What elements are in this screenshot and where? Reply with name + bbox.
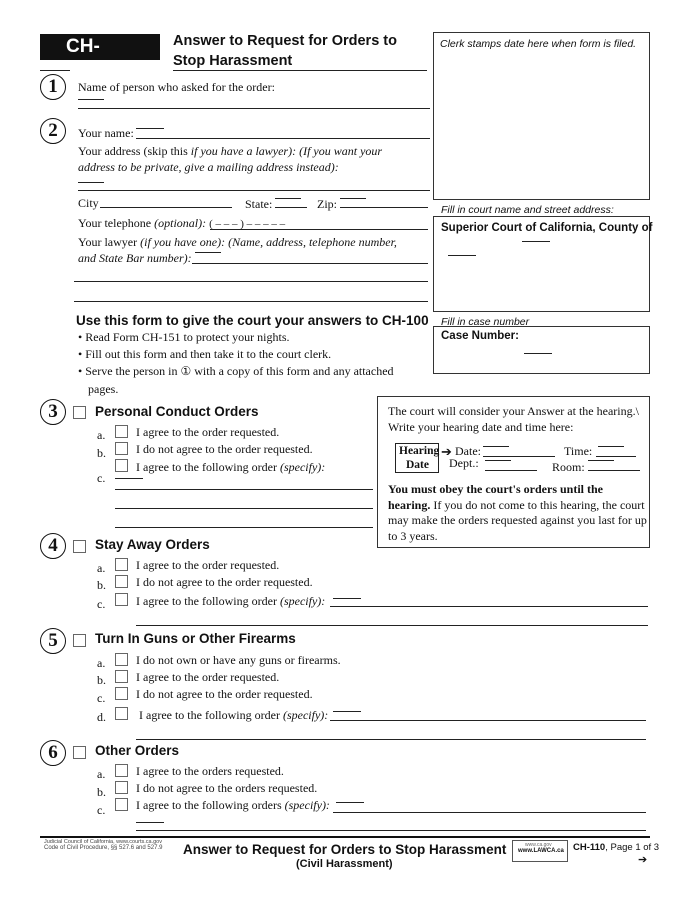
state-field[interactable] — [275, 207, 307, 208]
section-4-option-b-checkbox[interactable] — [115, 575, 128, 588]
section-6-letter-c: c. — [97, 803, 106, 817]
address-blank-short — [78, 182, 104, 183]
hearing-dept-label: Dept.: — [449, 456, 479, 470]
section-6-option-b: I do not agree to the orders requested. — [136, 781, 318, 795]
section-5-letter-d: d. — [97, 710, 106, 724]
section-4-option-a-checkbox[interactable] — [115, 558, 128, 571]
section-6-option-b-checkbox[interactable] — [115, 781, 128, 794]
section-5-d-blank-short — [333, 711, 361, 712]
footer-rule — [40, 836, 650, 838]
section-4-option-c-specify: (specify): — [279, 594, 326, 608]
case-number-box[interactable] — [433, 326, 650, 374]
section-5-option-c: I do not agree to the order requested. — [136, 687, 313, 701]
footer-title: Answer to Request for Orders to Stop Harassment — [183, 842, 507, 857]
city-label: City — [78, 196, 99, 210]
form-title-line1: Answer to Request for Orders to — [173, 33, 397, 49]
section-1-blank-short — [78, 99, 104, 100]
footer-subtitle: (Civil Harassment) — [296, 858, 393, 870]
hearing-box — [377, 396, 650, 548]
court-name: Superior Court of California, County of — [441, 222, 653, 234]
section-1-label: Name of person who asked for the order: — [78, 80, 275, 94]
hearing-date-label: Date: — [455, 444, 481, 458]
lawyer-note-a: (if you have one): (Name, address, telephone number, — [140, 235, 397, 249]
section-3-specify-field-2[interactable] — [115, 508, 373, 509]
section-3-specify-field-1[interactable] — [115, 489, 373, 490]
section-4-number: 4 — [40, 533, 66, 559]
section-3-option-c-specify: (specify): — [279, 460, 326, 474]
section-4-option-a: I agree to the order requested. — [136, 558, 280, 572]
footer-left-line2: Code of Civil Procedure, §§ 527.6 and 527.9 — [44, 845, 163, 851]
section-5-option-a-checkbox[interactable] — [115, 653, 128, 666]
section-3-number: 3 — [40, 399, 66, 425]
footer-form-id: CH-110 — [573, 842, 606, 853]
section-6-c-blank-short — [336, 802, 364, 803]
footer-page-number: , Page 1 of 3 — [605, 842, 660, 853]
hearing-dept-field[interactable] — [485, 470, 537, 471]
section-3-option-b: I do not agree to the order requested. — [136, 442, 313, 456]
section-6-letter-a: a. — [97, 767, 106, 781]
zip-blank-short — [340, 198, 366, 199]
court-name-box[interactable] — [433, 216, 653, 312]
case-number-note: Fill in case number — [441, 316, 530, 328]
section-6-option-c — [136, 798, 330, 813]
lawyer-field-3[interactable] — [74, 301, 428, 302]
section-5-option-d-checkbox[interactable] — [115, 707, 128, 720]
hearing-dept-blank — [485, 460, 511, 461]
case-number-label: Case Number: — [441, 330, 519, 342]
section-5-option-d — [139, 708, 328, 723]
section-6-specify-field-2[interactable] — [136, 830, 646, 831]
section-5-option-b: I agree to the order requested. — [136, 670, 280, 684]
section-2-number: 2 — [40, 118, 66, 144]
section-3-letter-a: a. — [97, 428, 106, 442]
telephone-label-text: Your telephone — [78, 216, 155, 230]
hearing-room-blank — [588, 460, 614, 461]
section-3-option-b-checkbox[interactable] — [115, 442, 128, 455]
court-name-label: Fill in court name and street address: — [441, 204, 614, 216]
telephone-field[interactable] — [210, 229, 428, 230]
section-5-number: 5 — [40, 628, 66, 654]
section-6-option-c-specify: (specify): — [284, 798, 330, 812]
telephone-optional: (optional): — [154, 216, 207, 230]
your-name-blank-short — [136, 128, 164, 129]
lawyer-field-1[interactable] — [192, 263, 428, 264]
your-name-label: Your name: — [78, 126, 134, 140]
section-6-checkbox[interactable] — [73, 746, 86, 759]
footer-left-line1: Judicial Council of California, www.courts.ca.gov — [44, 839, 162, 845]
section-5-letter-a: a. — [97, 656, 106, 670]
section-6-option-c-text: I agree to the following orders — [136, 798, 285, 812]
section-6-title: Other Orders — [95, 743, 180, 758]
hearing-warning-rest-c: to 3 years. — [388, 528, 438, 543]
address-label — [78, 143, 428, 175]
section-5-option-c-checkbox[interactable] — [115, 687, 128, 700]
court-blank — [522, 241, 550, 242]
court-blank-2 — [448, 255, 476, 256]
section-6-number: 6 — [40, 740, 66, 766]
title-underline — [173, 70, 427, 71]
lawyer-blank-short — [195, 252, 221, 253]
lawyer-field-2[interactable] — [74, 281, 428, 282]
section-5-option-a: I do not own or have any guns or firearms. — [136, 653, 341, 667]
hearing-date-label-box — [395, 443, 439, 473]
lawyer-note-b: and State Bar number): — [78, 251, 192, 265]
section-6-option-a-checkbox[interactable] — [115, 764, 128, 777]
telephone-blank: ( – – – ) – – – – – — [209, 218, 286, 230]
section-1-name-field[interactable] — [78, 108, 430, 109]
section-6-letter-b: b. — [97, 785, 106, 799]
hearing-warning — [388, 482, 650, 544]
section-5-checkbox[interactable] — [73, 634, 86, 647]
hearing-room-field[interactable] — [588, 470, 640, 471]
section-3-option-c-text: I agree to the following order — [136, 460, 280, 474]
hearing-label-b: Date — [406, 459, 429, 471]
section-5-option-d-specify: (specify): — [282, 708, 329, 722]
hearing-warning-rest-b: may make the orders requested against you last for up — [388, 513, 647, 527]
hearing-date-blank — [483, 446, 509, 447]
section-3-c-blank-short — [115, 478, 143, 479]
hearing-room-label: Room: — [552, 460, 585, 474]
hearing-box-line2: Write your hearing date and time here: — [388, 420, 574, 434]
section-4-checkbox[interactable] — [73, 540, 86, 553]
section-5-specify-field-2[interactable] — [136, 739, 646, 740]
next-page-arrow-icon: ➔ — [638, 854, 648, 866]
section-3-specify-field-3[interactable] — [115, 527, 373, 528]
section-5-title: Turn In Guns or Other Firearms — [95, 631, 296, 646]
section-5-letter-c: c. — [97, 691, 106, 705]
instruction-bullet-1: • Read Form CH-151 to protect your nights. — [78, 330, 290, 344]
section-4-option-c-checkbox[interactable] — [115, 593, 128, 606]
form-code-block — [40, 34, 160, 60]
section-3-option-a-checkbox[interactable] — [115, 425, 128, 438]
form-code: CH- — [66, 36, 100, 57]
instructions-heading: Use this form to give the court your answers to CH-100 — [76, 313, 429, 328]
address-label-b: if you have a lawyer): (If you want your — [190, 144, 383, 158]
zip-label: Zip: — [317, 197, 337, 211]
form-title-line2: Stop Harassment — [173, 53, 293, 69]
instruction-bullet-2: • Fill out this form and then take it to the court clerk. — [78, 347, 332, 361]
instruction-bullet-3-cont: pages. — [88, 382, 119, 396]
hearing-warning-bold2: hearing. — [388, 497, 431, 512]
address-field[interactable] — [78, 190, 430, 191]
hearing-box-line1: The court will consider your Answer at the hearing.\ — [388, 404, 639, 418]
section-1-number: 1 — [40, 74, 66, 100]
city-field[interactable] — [100, 207, 232, 208]
section-4-option-b: I do not agree to the order requested. — [136, 575, 313, 589]
your-name-field[interactable] — [136, 138, 430, 139]
lawyer-label — [78, 234, 428, 266]
section-5-letter-b: b. — [97, 673, 106, 687]
section-4-option-c — [136, 594, 325, 609]
section-4-title: Stay Away Orders — [95, 537, 210, 552]
clerk-stamp-box — [433, 32, 650, 200]
address-label-a: Your address (skip this — [78, 144, 191, 158]
case-number-blank — [524, 353, 552, 354]
section-4-specify-field-2[interactable] — [136, 625, 648, 626]
hearing-arrow-icon: ➔ — [441, 444, 452, 459]
section-3-letter-b: b. — [97, 446, 106, 460]
hearing-time-blank — [598, 446, 624, 447]
hearing-date-field[interactable] — [483, 456, 555, 457]
section-4-option-c-text: I agree to the following order — [136, 594, 280, 608]
section-4-specify-field-1[interactable] — [330, 606, 648, 607]
section-4-letter-c: c. — [97, 597, 106, 611]
clerk-stamp-note: Clerk stamps date here when form is filed. — [440, 38, 637, 50]
section-3-option-c — [136, 460, 325, 475]
zip-field[interactable] — [340, 207, 428, 208]
hearing-warning-rest-a: If you do not come to this hearing, the court — [430, 497, 645, 512]
footer-page-info — [573, 842, 659, 853]
hearing-time-field[interactable] — [596, 456, 636, 457]
section-4-letter-b: b. — [97, 578, 106, 592]
state-label: State: — [245, 197, 273, 211]
hearing-label-a: Hearing — [399, 445, 440, 457]
section-3-letter-c: c. — [97, 471, 106, 485]
section-6-c-blank-short-2 — [136, 822, 164, 823]
section-6-option-c-checkbox[interactable] — [115, 798, 128, 811]
hearing-warning-bold: You must obey the court's orders until the — [388, 482, 603, 496]
section-4-c-blank-short — [333, 598, 361, 599]
section-3-option-c-checkbox[interactable] — [115, 459, 128, 472]
address-label-c: address to be private, give a mailing address instead): — [78, 160, 339, 174]
instruction-bullet-3: • Serve the person in ① with a copy of this form and any attached — [78, 364, 394, 378]
section-4-letter-a: a. — [97, 561, 106, 575]
header-rule-left — [40, 70, 70, 71]
section-5-specify-field-1[interactable] — [330, 720, 646, 721]
hearing-time-label: Time: — [564, 444, 593, 458]
footer-stamp-a: www.ca.gov — [525, 842, 552, 848]
section-3-title: Personal Conduct Orders — [95, 404, 259, 419]
section-5-option-b-checkbox[interactable] — [115, 670, 128, 683]
section-5-option-d-text: I agree to the following order — [139, 708, 283, 722]
section-3-option-a: I agree to the order requested. — [136, 425, 280, 439]
section-6-option-a: I agree to the orders requested. — [136, 764, 284, 778]
lawyer-label-text: Your lawyer — [78, 235, 141, 249]
footer-stamp-b: www.LAWCA.ca — [518, 848, 564, 854]
footer-stamp-box — [512, 840, 568, 862]
section-6-specify-field-1[interactable] — [333, 812, 646, 813]
state-blank-short — [275, 198, 301, 199]
section-3-checkbox[interactable] — [73, 406, 86, 419]
